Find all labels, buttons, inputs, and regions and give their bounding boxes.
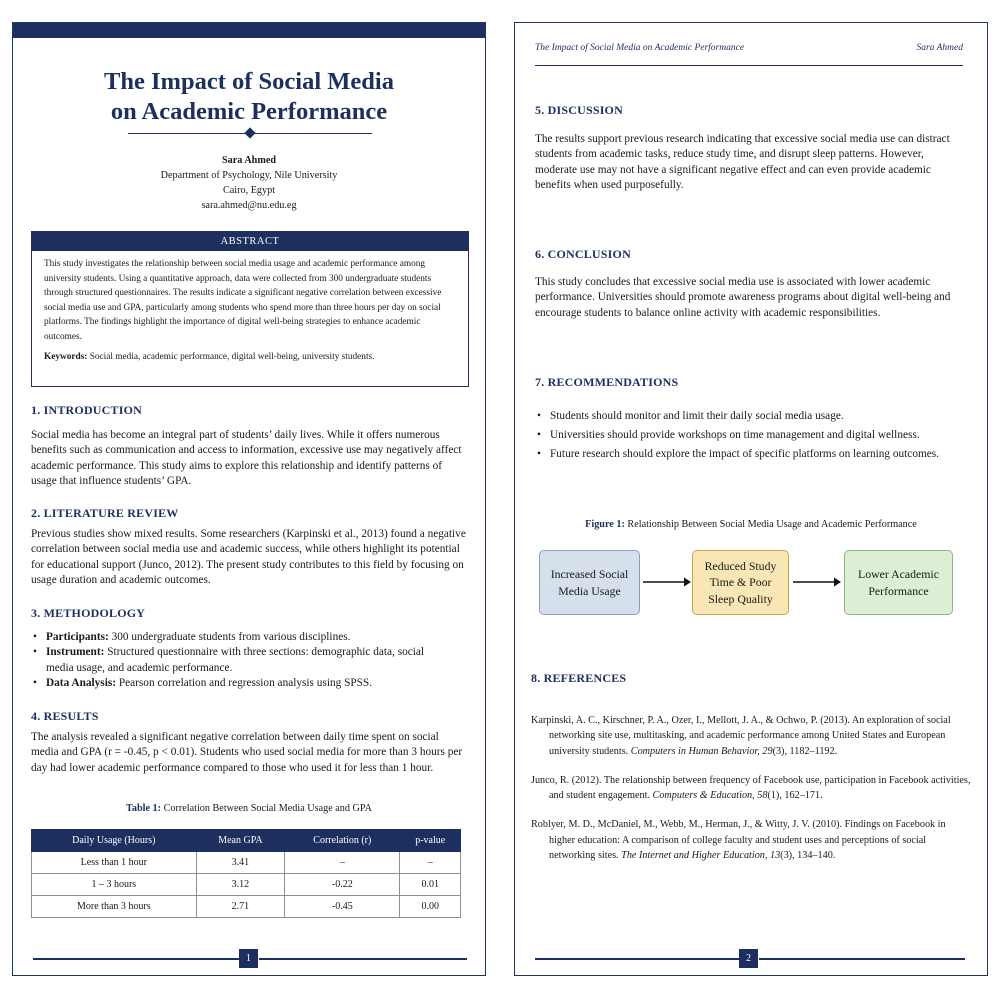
table-header-cell: Daily Usage (Hours) [32, 830, 197, 852]
conclusion-text: This study concludes that excessive social media use is associated with lower academic performance. Universities should promote awareness programs about digital well-being and encourage students to balance online activity with academic responsibilities. [535, 276, 951, 319]
recommendation-item: • Universities should provide workshops on time management and digital wellness. [535, 426, 975, 445]
running-head-title: The Impact of Social Media on Academic Performance [535, 43, 745, 53]
section-heading-results: 4. RESULTS [31, 709, 99, 723]
paper-title [13, 67, 485, 127]
table-cell: 0.01 [400, 874, 461, 896]
table-cell: -0.45 [285, 896, 400, 918]
figure-caption-text: Relationship Between Social Media Usage and Academic Performance [624, 519, 917, 530]
literature-review-text: Previous studies show mixed results. Some researchers (Karpinski et al., 2013) found a negative correlation between social media use and academic success, while others highlight its potential for educational support (Junco, 2012). The present study contributes to this field by focusing on usage duration and academic outcomes. [31, 528, 466, 586]
recommendations-list [535, 407, 975, 464]
section-heading-references: 8. REFERENCES [531, 671, 627, 685]
author-email[interactable]: sara.ahmed@nu.edu.eg [201, 200, 297, 211]
running-head-rule [535, 65, 963, 66]
flow-box-lower-academic-performance: Lower Academic Performance [844, 550, 953, 615]
section-heading-discussion: 5. DISCUSSION [535, 103, 623, 117]
table-cell: More than 3 hours [32, 896, 197, 918]
table-header-row [32, 830, 461, 852]
table-caption-text: Correlation Between Social Media Usage and GPA [161, 803, 372, 814]
table-row [32, 852, 461, 874]
author-location: Cairo, Egypt [222, 185, 276, 196]
section-heading-recommendations: 7. RECOMMENDATIONS [535, 375, 679, 389]
discussion-text: The results support previous research indicating that excessive social media use can distract students from academic tasks, reduce study time, and disrupt sleep patterns. However, moderate use may not have a significant negative effect and can even provide academic benefits when used purposefully. [535, 133, 950, 191]
table-cell: – [285, 852, 400, 874]
table-caption [13, 803, 485, 814]
methodology-item: • Instrument: Structured questionnaire with three sections: demographic data, social media usage, and academic performance. [31, 645, 431, 676]
references-list [531, 713, 971, 877]
arrow-right-icon [792, 576, 842, 588]
table-cell: 3.12 [196, 874, 285, 896]
table-cell: 1 – 3 hours [32, 874, 197, 896]
section-heading-literature-review: 2. LITERATURE REVIEW [31, 506, 179, 520]
figure-caption [515, 519, 987, 530]
section-heading-conclusion: 6. CONCLUSION [535, 247, 631, 261]
methodology-item: • Data Analysis: Pearson correlation and regression analysis using SPSS. [31, 676, 431, 691]
table-cell: 0.00 [400, 896, 461, 918]
table-row [32, 896, 461, 918]
figure-caption-label: Figure 1: [585, 519, 625, 530]
reference-item: Junco, R. (2012). The relationship between frequency of Facebook use, participation in Facebook activities, and student engagement. Computers & Education, 58(1), 162–171. [531, 774, 971, 802]
recommendation-item: • Future research should explore the impact of specific platforms on learning outcomes. [535, 445, 975, 464]
arrow-right-icon [642, 576, 692, 588]
methodology-list [31, 630, 431, 691]
table-header-cell: Mean GPA [196, 830, 285, 852]
paper-page-1 [12, 22, 486, 976]
keywords-label: Keywords: [44, 352, 88, 362]
methodology-item: • Participants: 300 undergraduate students from various disciplines. [31, 630, 431, 645]
keywords-text: Social media, academic performance, digital well-being, university students. [89, 352, 375, 362]
header-bar [13, 23, 485, 38]
table-caption-label: Table 1: [126, 803, 162, 814]
diamond-ornament-icon [244, 127, 255, 138]
abstract-heading: ABSTRACT [32, 232, 468, 251]
table-cell: Less than 1 hour [32, 852, 197, 874]
abstract-text: This study investigates the relationship between social media usage and academic performance among university students. Using a quantitative approach, data were collected from 300 undergraduate students through structured questionnaires. The results indicate a significant negative correlation between excessive social media use and GPA, particularly among students who spend more than three hours per day on social platforms. The findings highlight the importance of digital well-being strategies to enhance academic outcomes. [44, 259, 442, 342]
running-head-author: Sara Ahmed [916, 43, 963, 53]
table-cell: -0.22 [285, 874, 400, 896]
author-name: Sara Ahmed [221, 155, 277, 166]
reference-item: Karpinski, A. C., Kirschner, P. A., Ozer, I., Mellott, J. A., & Ochwo, P. (2013). An exploration of social networking site use, multitasking, and academic performance among United States and European university students. Computers in Human Behavior, 29(3), 1182–1192. [531, 715, 951, 757]
table-header-cell: Correlation (r) [285, 830, 400, 852]
keywords [32, 344, 468, 364]
results-text: The analysis revealed a significant negative correlation between daily time spent on social media and GPA (r = -0.45, p < 0.01). Students who used social media for more than 3 hours per day had lower academic performance compared to those who used it for less than 1 hour. [31, 731, 463, 774]
title-line-1: The Impact of Social Media [104, 68, 394, 95]
recommendation-item: • Students should monitor and limit their daily social media usage. [535, 407, 975, 426]
table-row [32, 874, 461, 896]
footer-rule-left [535, 958, 741, 960]
page-number: 1 [239, 949, 258, 968]
paper-page-2 [514, 22, 988, 976]
section-heading-introduction: 1. INTRODUCTION [31, 403, 143, 417]
flow-box-social-media-usage: Increased Social Media Usage [539, 550, 640, 615]
correlation-table [31, 829, 461, 918]
table-cell: 2.71 [196, 896, 285, 918]
page-number: 2 [739, 949, 758, 968]
abstract-box [31, 231, 469, 387]
footer-rule-right [259, 958, 467, 960]
reference-item: Roblyer, M. D., McDaniel, M., Webb, M., Herman, J., & Witty, J. V. (2010). Findings on Facebook in higher education: A comparison of college faculty and student uses and perceptions of social networking sites. The Internet and Higher Education, 13(3), 134–140. [531, 819, 946, 862]
table-cell: 3.41 [196, 852, 285, 874]
section-heading-methodology: 3. METHODOLOGY [31, 606, 146, 620]
table-cell: – [400, 852, 461, 874]
title-line-2: on Academic Performance [110, 98, 388, 125]
author-department: Department of Psychology, Nile University [160, 170, 338, 181]
footer-rule-right [759, 958, 965, 960]
table-header-cell: p-value [400, 830, 461, 852]
introduction-text: Social media has become an integral part of students’ daily lives. While it offers numerous benefits such as communication and access to information, excessive use may negatively affect academic performance. This study aims to explore this relationship and identify patterns of usage that influence students’ GPA. [31, 429, 462, 487]
running-head [535, 43, 963, 53]
flow-box-reduced-study-time: Reduced Study Time & Poor Sleep Quality [692, 550, 789, 615]
footer-rule-left [33, 958, 241, 960]
author-block [13, 153, 485, 213]
